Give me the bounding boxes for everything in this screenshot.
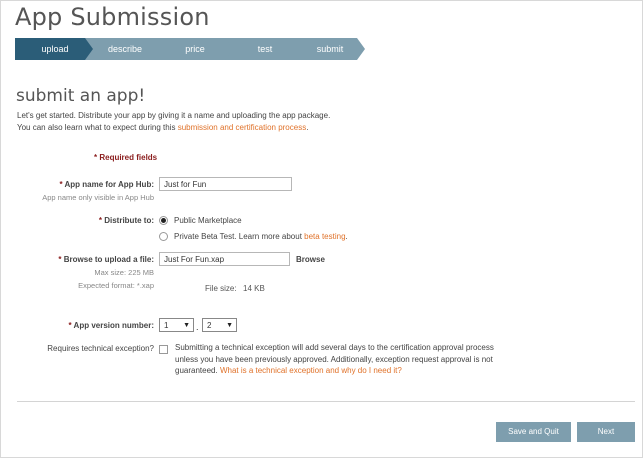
expected-format-hint: Expected format: *.xap bbox=[78, 281, 154, 290]
required-star: * bbox=[58, 255, 62, 264]
private-beta-radio[interactable] bbox=[159, 232, 168, 241]
beta-testing-link[interactable]: beta testing bbox=[304, 232, 346, 241]
version-label bbox=[68, 321, 154, 330]
private-beta-label bbox=[174, 232, 348, 241]
step-price[interactable] bbox=[155, 38, 235, 60]
step-test[interactable] bbox=[225, 38, 305, 60]
app-name-label bbox=[59, 180, 154, 189]
step-submit-label: submit bbox=[316, 44, 344, 54]
technical-exception-checkbox[interactable] bbox=[159, 345, 168, 354]
app-name-label-text: App name for App Hub: bbox=[64, 180, 154, 189]
chevron-down-icon: ▼ bbox=[183, 322, 190, 329]
technical-exception-link[interactable]: What is a technical exception and why do I need it? bbox=[219, 366, 402, 375]
intro-line-1: Let's get started. Distribute your app by giving it a name and uploading the app package. bbox=[17, 111, 331, 120]
public-marketplace-radio[interactable] bbox=[159, 216, 168, 225]
app-name-hint: App name only visible in App Hub bbox=[42, 193, 154, 202]
chevron-down-icon: ▼ bbox=[226, 322, 233, 329]
footer-divider bbox=[17, 401, 635, 402]
file-path-input[interactable] bbox=[159, 252, 290, 266]
file-size-label: File size: bbox=[205, 284, 237, 293]
save-and-quit-button[interactable]: Save and Quit bbox=[496, 422, 571, 442]
private-beta-label-text: Private Beta Test. Learn more about bbox=[174, 232, 305, 241]
next-button[interactable]: Next bbox=[577, 422, 635, 442]
exception-description bbox=[175, 342, 505, 377]
max-size-hint: Max size: 225 MB bbox=[94, 268, 154, 277]
step-submit[interactable] bbox=[295, 38, 365, 60]
version-major-select[interactable] bbox=[159, 318, 194, 332]
page-title: submit an app! bbox=[16, 86, 146, 106]
intro-line-2-suffix: . bbox=[306, 123, 309, 132]
browse-button[interactable]: Browse bbox=[296, 255, 325, 264]
distribute-label bbox=[99, 216, 154, 225]
upload-label-text: Browse to upload a file: bbox=[63, 255, 154, 264]
private-beta-label-suffix: . bbox=[345, 232, 348, 241]
upload-label bbox=[58, 255, 154, 264]
step-price-label: price bbox=[185, 44, 205, 54]
app-title: App Submission bbox=[15, 3, 210, 31]
step-upload[interactable] bbox=[15, 38, 95, 60]
required-fields-note: * Required fields bbox=[94, 153, 158, 162]
certification-process-link[interactable]: submission and certification process bbox=[177, 123, 307, 132]
public-marketplace-label: Public Marketplace bbox=[174, 216, 242, 225]
step-describe[interactable] bbox=[85, 38, 165, 60]
exception-description-text: Submitting a technical exception will add several days to the certification approval process unless you have been previously approved. Additionally, exception request approval is not guaranteed. bbox=[175, 343, 494, 375]
file-size-value: 14 KB bbox=[243, 284, 265, 293]
step-upload-label: upload bbox=[41, 44, 69, 54]
version-major-value: 1 bbox=[164, 321, 169, 330]
version-minor-value: 2 bbox=[207, 321, 212, 330]
intro-line-2-prefix: You can also learn what to expect during this bbox=[17, 123, 178, 132]
step-describe-label: describe bbox=[107, 44, 143, 54]
required-star: * bbox=[59, 180, 63, 189]
step-test-label: test bbox=[257, 44, 273, 54]
version-minor-select[interactable] bbox=[202, 318, 237, 332]
version-separator: . bbox=[196, 322, 199, 332]
distribute-label-text: Distribute to: bbox=[104, 216, 154, 225]
required-star: * bbox=[68, 321, 72, 330]
exception-label: Requires technical exception? bbox=[47, 344, 154, 353]
intro-line-2 bbox=[17, 122, 357, 134]
intro-text bbox=[17, 110, 357, 134]
app-name-input[interactable] bbox=[159, 177, 292, 191]
version-label-text: App version number: bbox=[73, 321, 154, 330]
required-star: * bbox=[98, 216, 102, 225]
